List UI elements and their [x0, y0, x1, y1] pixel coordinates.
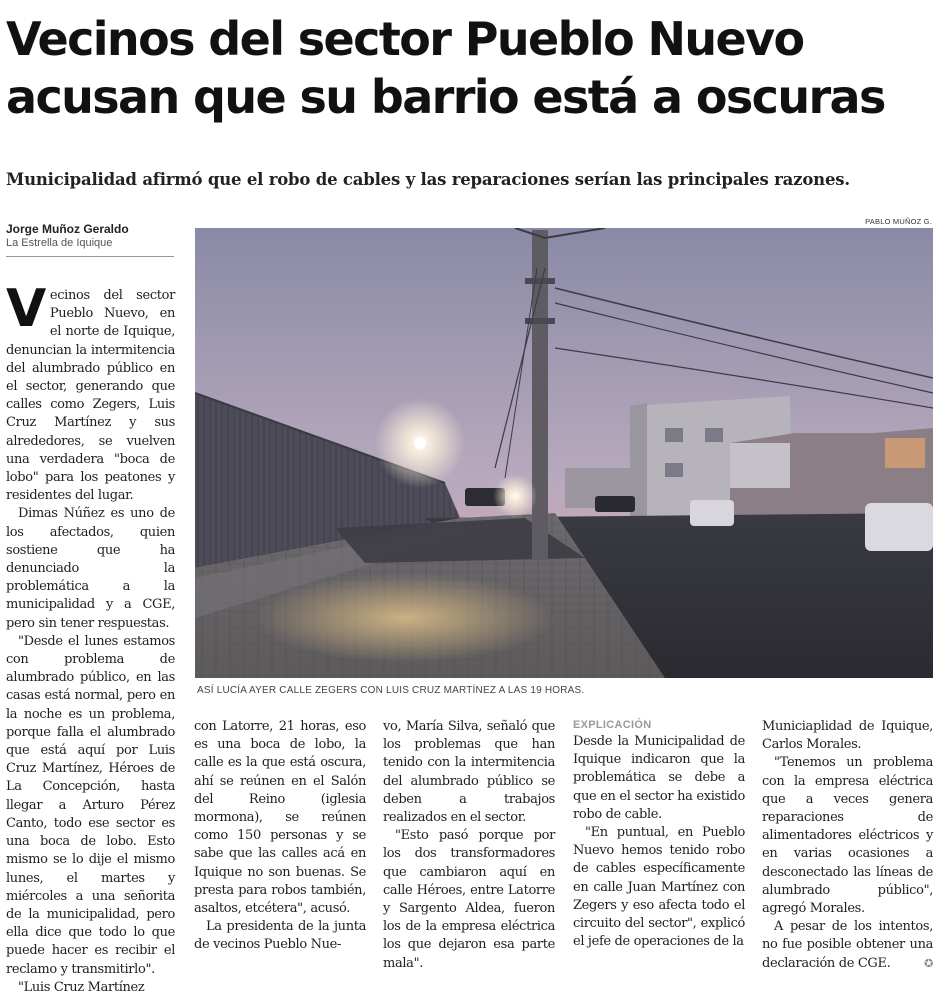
- paragraph: A pesar de los intentos, no fue posible obtener una declaración de CGE. ✪: [762, 918, 933, 973]
- paragraph: "Esto pasó porque por los dos transformadores que cambiaron aquí en calle Héroes, entre Latorre y Sargento Aldea, fueron los de la empresa eléctrica los que dejaron esa parte mala".: [383, 828, 555, 971]
- headline-line-2: acusan que su barrio está a oscuras: [6, 70, 885, 124]
- paragraph: Municiaplidad de Iquique, Carlos Morales.: [762, 719, 933, 753]
- headline: [6, 10, 936, 126]
- paragraph: Vecinos del sector Pueblo Nuevo, en el norte de Iquique, denuncian la intermitencia del alumbrado público en el sector, generando que calles como Zegers, Luis Cruz Martínez y sus alrededores, se vuelven una verdadera "boca de lobo" para los peatones y residentes del lugar.: [6, 279, 175, 504]
- paragraph: con Latorre, 21 horas, eso es una boca de lobo, la calle es la que está oscura, ahí se reúnen en el Salón del Reino (iglesia mormona), se reúnen como 150 personas y se sabe que las calles acá en Iquique no son buenas. Se presta para robos también, asaltos, etcétera", acusó.: [194, 719, 366, 917]
- paragraph: vo, María Silva, señaló que los problemas que han tenido con la intermitencia del alumbrado público se deben a trabajos realizados en el sector.: [383, 719, 555, 826]
- article-column-5: [762, 718, 933, 973]
- paragraph: La presidenta de la junta de vecinos Pueblo Nue-: [194, 919, 366, 953]
- byline: [6, 222, 176, 257]
- article-column-4: [573, 718, 745, 951]
- byline-author: Jorge Muñoz Geraldo: [6, 222, 129, 236]
- paragraph: Desde la Municipalidad de Iquique indicaron que la problemática se debe a que en el sector ha existido robo de cable.: [573, 734, 745, 822]
- article-column-3: [383, 718, 555, 973]
- photo-credit: PABLO MUÑOZ G.: [865, 217, 932, 226]
- paragraph: Dimas Núñez es uno de los afectados, quien sostiene que ha denunciado la problemática a la municipalidad y a CGE, pero sin tener respuestas.: [6, 506, 175, 631]
- article-column-1: [6, 279, 175, 997]
- drop-cap: V: [6, 279, 46, 339]
- paragraph: "En puntual, en Pueblo Nuevo hemos tenido robo de cables específicamente en calle Juan Martínez con Zegers y eso afecta todo el circuito del sector", explicó el jefe de operaciones de la: [573, 825, 745, 950]
- paragraph: "Tenemos un problema con la empresa eléctrica que a veces genera reparaciones de alimentadores eléctricos y en varias ocasiones a desconectado las líneas de alumbrado público", agregó Morales.: [762, 755, 933, 917]
- article-column-2: [194, 718, 366, 955]
- photo-caption: ASÍ LUCÍA AYER CALLE ZEGERS CON LUIS CRUZ MARTÍNEZ A LAS 19 HORAS.: [197, 685, 585, 696]
- byline-divider: [6, 256, 174, 257]
- byline-outlet: La Estrella de Iquique: [6, 237, 113, 249]
- end-mark-icon: ✪: [924, 956, 933, 970]
- street-photo: [195, 228, 933, 678]
- headline-line-1: Vecinos del sector Pueblo Nuevo: [6, 12, 804, 66]
- section-kicker: EXPLICACIÓN: [573, 719, 652, 731]
- paragraph: "Desde el lunes estamos con problema de alumbrado público, en las casas está normal, pero en la noche es un problema, porque falla el alumbrado que está aquí por Luis Cruz Martínez, Héroes de La Concepción, hasta llegar a Arturo Pérez Canto, todo ese sector es una boca de lobo. Esto mismo se lo dije el mismo lunes, el martes y miércoles a una señorita de la municipalidad, pero ella dice que todo lo que puede hacer es recibir el reclamo y transmitirlo".: [6, 633, 175, 977]
- subheadline: Municipalidad afirmó que el robo de cables y las reparaciones serían las principales razones.: [6, 170, 850, 189]
- paragraph: "Luis Cruz Martínez: [18, 979, 145, 995]
